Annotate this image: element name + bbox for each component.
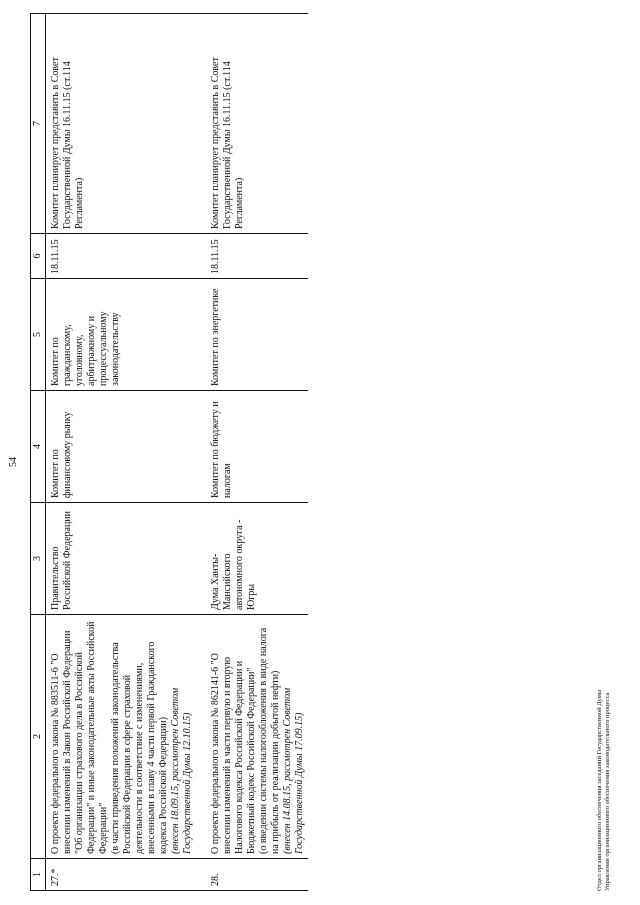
bill-title: О проекте федерального закона № 883511-6 — [50, 667, 61, 854]
plan-note: Комитет планирует представить в Совет Государственной Думы 16.11.15 (ст.114 Регламента) — [204, 14, 308, 234]
col-header: 4 — [31, 391, 46, 503]
bill-submitted: (внесен 18.09.15, рассмотрен Советом Государственной Думы 12.10.15) — [170, 687, 193, 854]
bill-note: (о введении системы налогообложения в виде налога на прибыль от реализации добытой нефти) — [258, 627, 281, 854]
agenda-table — [30, 13, 308, 891]
col-header: 2 — [31, 615, 46, 859]
responsible-committee: Комитет по финансовому рынку — [46, 391, 205, 503]
date: 18.11.15 — [204, 234, 308, 279]
row-number: 27.* — [46, 859, 205, 891]
footer-line: Отдел организационного обеспечения заседаний Государственной Думы — [596, 689, 603, 891]
bill-submitted: (внесен 14.08.15, рассмотрен Советом Государственной Думы 17.09.15) — [282, 687, 305, 854]
col-header: 1 — [31, 859, 46, 891]
bill-body: "О внесении изменений в части первую и вторую Налогового кодекса Российской Федерации и Бюджетный кодекс Российской Федерации" — [210, 653, 257, 854]
bill-note: (в части приведения положений законодательства Российской Федерации в сфере страховой деятельности в соответствие с изменениями, внесенными в главу 4 части первой Гражданского кодекса Российской Федерации) — [110, 641, 169, 854]
responsible-committee: Комитет по бюджету и налогам — [204, 391, 308, 503]
header-row — [31, 14, 46, 891]
date: 18.11.15 — [46, 234, 205, 279]
col-header: 6 — [31, 234, 46, 279]
footer-line: Управления организационного обеспечения законодательного процесса — [604, 692, 611, 891]
footer — [596, 690, 612, 891]
bill-description — [46, 615, 205, 859]
bill-description — [204, 615, 308, 859]
initiator: Правительство Российской Федерации — [46, 503, 205, 615]
plan-note: Комитет планирует представить в Совет Государственной Думы 16.11.15 (ст.114 Регламента) — [46, 14, 205, 234]
table-row — [204, 14, 308, 891]
co-committee: Комитет по гражданскому, уголовному, арбитражному и процессуальному законодательству — [46, 279, 205, 391]
col-header: 3 — [31, 503, 46, 615]
col-header: 7 — [31, 14, 46, 234]
page-number: 54 — [8, 457, 19, 467]
col-header: 5 — [31, 279, 46, 391]
row-number: 28. — [204, 859, 308, 891]
table-row — [46, 14, 205, 891]
bill-title: О проекте федерального закона № 862141-6 — [210, 666, 221, 854]
bill-body: "О внесении изменений в Закон Российской Федерации "Об организации страхового дела в Российской Федерации" и иные законодательные акты Российской Федерации" — [50, 621, 109, 854]
co-committee: Комитет по энергетике — [204, 279, 308, 391]
initiator: Дума Ханты-Мансийского автономного округа - Югры — [204, 503, 308, 615]
